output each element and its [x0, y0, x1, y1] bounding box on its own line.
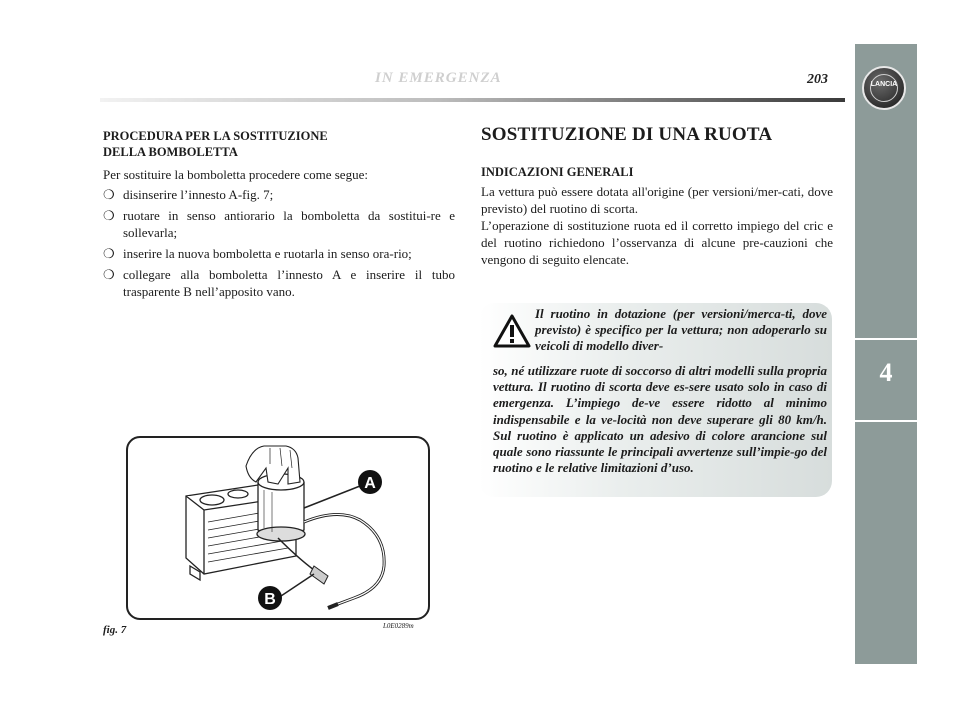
figure-frame	[126, 436, 430, 620]
section-heading: SOSTITUZIONE DI UNA RUOTA	[481, 124, 773, 145]
logo-text: LANCIA	[870, 81, 898, 88]
warning-text-rest: so, né utilizzare ruote di soccorso di altri modelli sulla propria vettura. Il ruotino di scorta deve es-sere usato solo in caso di emergenza. L’impiego de-ve essere ridotto al minimo indispensabile e la ve-locità non deve superare gli 80 km/h. Sul ruotino è applicato un adesivo di colore arancione sul quale sono riassunte le principali avvertenze sull’impie-go del ruotino e le relative limitazioni d’uso.	[493, 363, 827, 476]
list-item	[103, 186, 455, 203]
lancia-logo-icon	[862, 66, 906, 110]
hand-icon	[246, 446, 300, 484]
bullet-icon: ❍	[103, 187, 115, 202]
chapter-tab-rule-bottom	[855, 420, 917, 422]
subheading: INDICAZIONI GENERALI	[481, 165, 634, 179]
list-item-text: collegare alla bomboletta l’innesto A e inserire il tubo trasparente B nell’apposito vano.	[123, 267, 455, 299]
list-item	[103, 266, 455, 300]
callout-b-label: B	[264, 591, 276, 608]
section-title: IN EMERGENZA	[375, 70, 502, 86]
list-item-text: inserire la nuova bomboletta e ruotarla in senso ora-rio;	[123, 246, 412, 261]
procedure-list	[103, 186, 455, 304]
body-text	[481, 183, 833, 268]
left-heading-line1: PROCEDURA PER LA SOSTITUZIONE	[103, 129, 328, 143]
left-heading	[103, 128, 328, 160]
bullet-icon: ❍	[103, 246, 115, 261]
callout-a-label: A	[364, 475, 376, 492]
figure-code: L0E0289m	[383, 622, 414, 630]
warning-text-first: Il ruotino in dotazione (per versioni/merca-ti, dove previsto) è specifico per la vettura; non adoperarlo su veicoli di modello diver-	[535, 306, 827, 354]
header-rule	[100, 98, 845, 102]
left-intro: Per sostituire la bomboletta procedere come segue:	[103, 167, 368, 182]
chapter-tab-rule-top	[855, 338, 917, 340]
canister-icon	[257, 474, 305, 541]
page-number: 203	[807, 72, 828, 87]
list-item-text: disinserire l’innesto A-fig. 7;	[123, 187, 274, 202]
compressor-illustration	[128, 438, 428, 618]
left-heading-line2: DELLA BOMBOLETTA	[103, 145, 238, 159]
logo-ring	[870, 74, 898, 102]
list-item-text: ruotare in senso antiorario la bomboletta da sostitui-re e sollevarla;	[123, 208, 455, 240]
list-item	[103, 207, 455, 241]
list-item	[103, 245, 455, 262]
paragraph-2: L’operazione di sostituzione ruota ed il corretto impiego del cric e del ruotino richiedono l’osservanza di alcune pre-cauzioni che vengono di seguito elencate.	[481, 218, 833, 267]
figure-caption: fig. 7	[103, 624, 127, 636]
warning-triangle-icon	[493, 314, 531, 348]
hose-icon	[304, 514, 384, 604]
chapter-number: 4	[879, 358, 893, 387]
paragraph-1: La vettura può essere dotata all'origine (per versioni/mer-cati, dove previsto) del ruotino di scorta.	[481, 184, 833, 216]
bullet-icon: ❍	[103, 267, 115, 282]
bullet-icon: ❍	[103, 208, 115, 223]
chapter-side-bar	[855, 44, 917, 664]
